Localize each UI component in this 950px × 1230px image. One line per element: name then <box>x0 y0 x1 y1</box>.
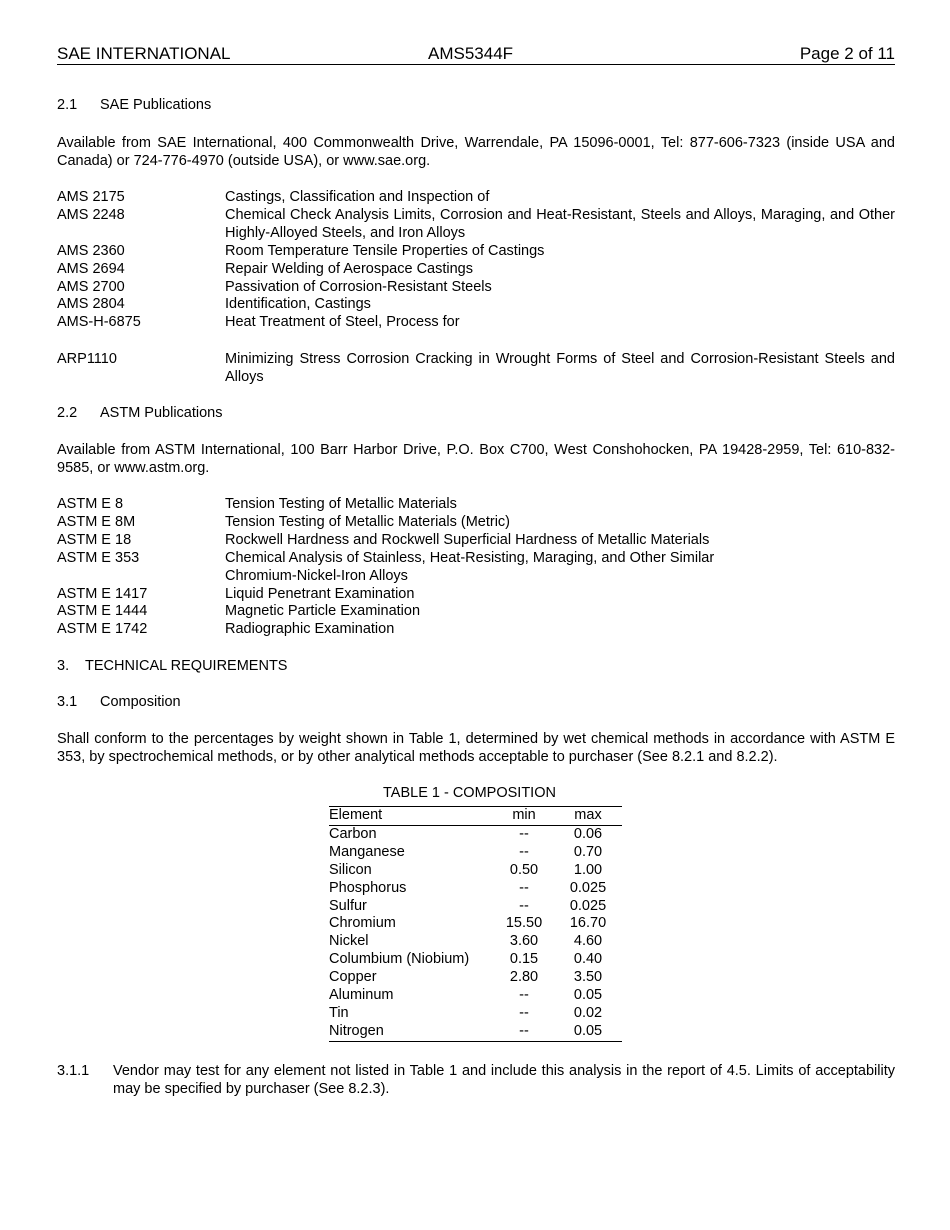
min-cell: 3.60 <box>509 933 539 950</box>
element-cell: Columbium (Niobium) <box>329 951 470 968</box>
composition-table <box>329 806 622 1042</box>
section-3-1-heading <box>57 693 895 711</box>
element-cell: Chromium <box>329 915 396 932</box>
min-cell: -- <box>519 843 529 860</box>
reference-code: ASTM E 8M <box>57 514 136 530</box>
max-cell: 0.05 <box>554 1023 622 1041</box>
reference-title: Repair Welding of Aerospace Castings <box>225 261 473 277</box>
reference-title: Radiographic Examination <box>225 621 395 637</box>
table-header-row <box>329 807 622 826</box>
table-row <box>329 880 622 898</box>
section-number: 2.1 <box>57 97 78 113</box>
min-cell: -- <box>494 1023 554 1041</box>
table-row <box>329 915 622 933</box>
section-title: Composition <box>100 694 181 710</box>
element-cell: Copper <box>329 969 377 986</box>
section-title: ASTM Publications <box>100 405 223 421</box>
element-cell: Aluminum <box>329 987 394 1004</box>
max-cell: 0.025 <box>569 897 607 914</box>
max-cell: 0.05 <box>573 987 603 1004</box>
section-title: SAE Publications <box>100 97 212 113</box>
section-number: 2.2 <box>57 405 78 421</box>
reference-title: Minimizing Stress Corrosion Cracking in Wrought Forms of Steel and Corrosion-Resistant Steels and Alloys <box>225 351 895 385</box>
element-cell: Tin <box>329 1004 349 1021</box>
element-cell: Carbon <box>329 825 377 842</box>
table-row <box>329 844 622 862</box>
column-header: Element <box>329 807 494 826</box>
reference-title: Identification, Castings <box>225 296 371 312</box>
max-cell: 4.60 <box>573 933 603 950</box>
max-cell: 0.02 <box>573 1004 603 1021</box>
reference-title: Room Temperature Tensile Properties of Castings <box>225 243 545 259</box>
reference-code: ASTM E 1742 <box>57 621 148 637</box>
table-row <box>329 987 622 1005</box>
max-cell: 16.70 <box>569 915 607 932</box>
section-number: 3. <box>57 658 70 674</box>
page-header <box>57 44 895 65</box>
column-header: min <box>494 807 554 826</box>
table-row <box>329 933 622 951</box>
reference-title: Heat Treatment of Steel, Process for <box>225 314 460 330</box>
reference-code: AMS 2248 <box>57 207 125 223</box>
reference-code: AMS-H-6875 <box>57 314 141 330</box>
reference-title: Passivation of Corrosion-Resistant Steels <box>225 279 492 295</box>
section-title: TECHNICAL REQUIREMENTS <box>85 658 288 674</box>
sae-availability-paragraph: Available from SAE International, 400 Commonwealth Drive, Warrendale, PA 15096-0001, Tel: 877-606-7323 (inside USA and Canada) or 724-776-4970 (outside USA), or www.sae.org. <box>57 135 895 169</box>
max-cell: 0.025 <box>569 879 607 896</box>
max-cell: 3.50 <box>573 969 603 986</box>
min-cell: 15.50 <box>505 915 543 932</box>
header-org: SAE INTERNATIONAL <box>57 44 231 63</box>
min-cell: -- <box>519 987 529 1004</box>
reference-title: Tension Testing of Metallic Materials (Metric) <box>225 514 510 530</box>
reference-title: Liquid Penetrant Examination <box>225 586 415 602</box>
section-2-1-heading <box>57 96 895 114</box>
min-cell: -- <box>519 1004 529 1021</box>
column-header: max <box>554 807 622 826</box>
min-cell: 0.15 <box>509 951 539 968</box>
astm-availability-paragraph: Available from ASTM International, 100 Barr Harbor Drive, P.O. Box C700, West Conshohocken, PA 19428-2959, Tel: 610-832-9585, or www.astm.org. <box>57 442 895 476</box>
section-2-2-heading <box>57 404 895 422</box>
max-cell: 0.70 <box>573 843 603 860</box>
header-page-number: Page 2 of 11 <box>799 44 895 63</box>
table-row <box>329 862 622 880</box>
reference-title: Magnetic Particle Examination <box>225 603 421 619</box>
reference-code: ASTM E 1417 <box>57 586 148 602</box>
reference-code: ASTM E 8 <box>57 496 124 512</box>
table-row <box>329 898 622 916</box>
section-3-heading <box>57 657 895 675</box>
min-cell: -- <box>519 825 529 842</box>
reference-code: AMS 2175 <box>57 189 125 205</box>
min-cell: 0.50 <box>509 861 539 878</box>
reference-code: AMS 2694 <box>57 261 125 277</box>
reference-title: Chemical Analysis of Stainless, Heat-Resisting, Maraging, and Other Similar Chromium-Nickel-Iron Alloys <box>225 550 715 584</box>
reference-title: Rockwell Hardness and Rockwell Superficial Hardness of Metallic Materials <box>225 532 710 548</box>
table-title: TABLE 1 - COMPOSITION <box>383 785 556 801</box>
min-cell: -- <box>519 897 529 914</box>
min-cell: -- <box>519 879 529 896</box>
section-number: 3.1 <box>57 694 78 710</box>
reference-code: ASTM E 1444 <box>57 603 148 619</box>
reference-title: Castings, Classification and Inspection of <box>225 189 490 205</box>
table-row <box>329 825 622 843</box>
paragraph-text: Vendor may test for any element not listed in Table 1 and include this analysis in the report of 4.5. Limits of acceptability may be specified by purchaser (See 8.2.3). <box>113 1063 895 1097</box>
max-cell: 0.40 <box>573 951 603 968</box>
element-cell: Silicon <box>329 861 372 878</box>
composition-paragraph: Shall conform to the percentages by weight shown in Table 1, determined by wet chemical methods in accordance with ASTM E 353, by spectrochemical methods, or by other analytical methods acceptable to purchaser (See 8.2.1 and 8.2.2). <box>57 731 895 765</box>
element-cell: Sulfur <box>329 897 367 914</box>
max-cell: 1.00 <box>573 861 603 878</box>
element-cell: Manganese <box>329 843 405 860</box>
reference-code: AMS 2700 <box>57 279 125 295</box>
table-row <box>329 969 622 987</box>
reference-code: AMS 2804 <box>57 296 125 312</box>
table-row <box>329 951 622 969</box>
table-row <box>329 1005 622 1023</box>
element-cell: Nitrogen <box>329 1023 494 1041</box>
reference-code: ASTM E 353 <box>57 550 140 566</box>
table-row <box>329 1023 622 1041</box>
min-cell: 2.80 <box>509 969 539 986</box>
element-cell: Phosphorus <box>329 879 407 896</box>
reference-code: ARP1110 <box>57 351 117 367</box>
section-number: 3.1.1 <box>57 1063 90 1079</box>
reference-code: ASTM E 18 <box>57 532 132 548</box>
reference-title: Chemical Check Analysis Limits, Corrosion and Heat-Resistant, Steels and Alloys, Maraging, and Other Highly-Alloyed Steels, and Iron Alloys <box>225 207 895 241</box>
reference-code: AMS 2360 <box>57 243 125 259</box>
element-cell: Nickel <box>329 933 369 950</box>
header-doc-id: AMS5344F <box>428 44 514 63</box>
reference-title: Tension Testing of Metallic Materials <box>225 496 457 512</box>
max-cell: 0.06 <box>573 825 603 842</box>
